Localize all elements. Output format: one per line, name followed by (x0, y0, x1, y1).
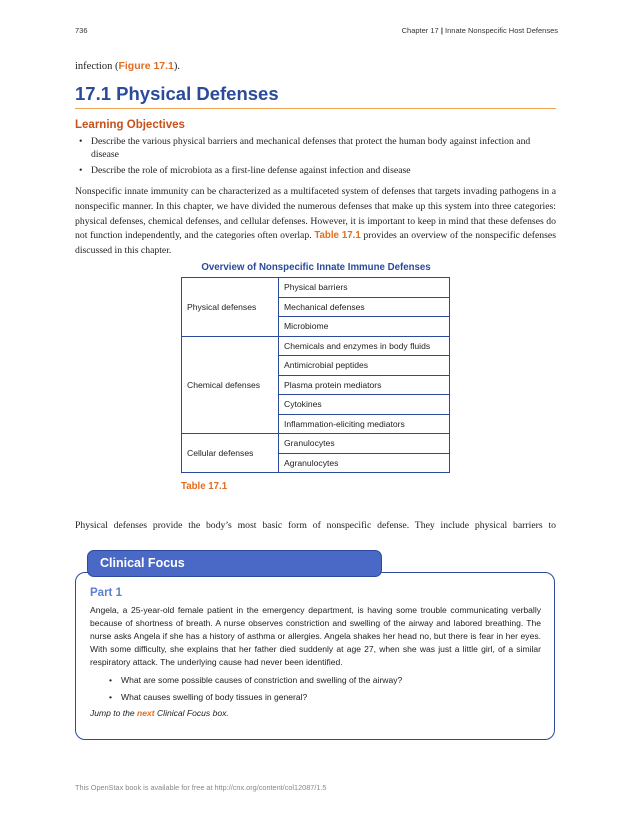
table-label: Table 17.1 (181, 481, 228, 492)
table-cell: Agranulocytes (279, 453, 450, 473)
list-item: • Describe the various physical barriers and mechanical defenses that protect the human body against infection and disease (75, 136, 556, 161)
clinical-focus-text: Angela, a 25-year-old female patient in the emergency department, is having some trouble communicating verbally because of shortness of breath. A nurse observes constriction and swelling of the airway and labored breathing. The nurse asks Angela if she has a history of asthma or allergies. Angela shakes her head no, but there is fear in her eyes. With some difficulty, she explains that her father died suddenly at age 27, when she was just a little girl, of a similar respiratory attack. The underlying cause had never been identified. (90, 605, 541, 667)
table-cell: Mechanical defenses (279, 297, 450, 317)
table-row (182, 434, 450, 454)
body-paragraph-2: Physical defenses provide the body’s most basic form of nonspecific defense. They include physical barriers to (75, 520, 556, 531)
table-category-cell: Chemical defenses (182, 336, 279, 434)
section-title: 17.1 Physical Defenses (75, 83, 556, 109)
page-number: 736 (75, 26, 88, 35)
chapter-label: Chapter 17 (401, 26, 439, 35)
footer-text: This OpenStax book is available for free at http://cnx.org/content/col12087/1.5 (75, 783, 327, 792)
table-cell: Microbiome (279, 317, 450, 337)
clinical-focus-questions (90, 674, 541, 708)
clinical-focus-tab: Clinical Focus (87, 550, 382, 577)
table-cell: Antimicrobial peptides (279, 356, 450, 376)
list-item: • Describe the role of microbiota as a first-line defense against infection and disease (75, 165, 556, 178)
table-cell: Physical barriers (279, 278, 450, 298)
clinical-focus-jump (90, 708, 229, 718)
table-cell: Cytokines (279, 395, 450, 415)
table-cell: Granulocytes (279, 434, 450, 454)
table-cell: Plasma protein mediators (279, 375, 450, 395)
jump-text-end: Clinical Focus box. (154, 708, 229, 718)
intro-text-end: ). (173, 61, 181, 72)
body-paragraph (75, 185, 556, 259)
table-row (182, 336, 450, 356)
defenses-table (181, 277, 450, 473)
learning-objectives-list (75, 136, 556, 181)
table-row (182, 278, 450, 298)
intro-text: infection ( (75, 61, 119, 72)
table-category-cell: Physical defenses (182, 278, 279, 337)
paragraph-text: Nonspecific innate immunity can be characterized as a multifaceted system of defenses that targets invading pathogens in a nonspecific manner. In this chapter, we have divided the numerous defenses that make up this system into three categories: physical defenses, chemical defenses, and cellular defenses. However, it is important to keep in mind that these defenses do not function independently, and the categories often overlap. (75, 186, 556, 242)
clinical-focus-part: Part 1 (90, 587, 122, 599)
paragraph-text-end: provides an overview of the nonspecific defenses discussed in this chapter. (75, 230, 556, 257)
table-link[interactable]: Table 17.1 (314, 230, 361, 242)
header-separator: | (440, 26, 443, 35)
table-category-cell: Cellular defenses (182, 434, 279, 473)
table-cell: Chemicals and enzymes in body fluids (279, 336, 450, 356)
chapter-title: Innate Nonspecific Host Defenses (445, 26, 558, 35)
running-header (402, 26, 558, 35)
table-cell: Inflammation-eliciting mediators (279, 414, 450, 434)
next-link[interactable]: next (137, 708, 155, 718)
list-item: • What are some possible causes of constriction and swelling of the airway? (90, 674, 541, 687)
list-item: • What causes swelling of body tissues in general? (90, 691, 541, 704)
jump-text: Jump to the (90, 708, 138, 718)
intro-line (75, 60, 180, 72)
table-title: Overview of Nonspecific Innate Immune Defenses (201, 262, 431, 273)
learning-objectives-title: Learning Objectives (75, 119, 185, 131)
figure-link[interactable]: Figure 17.1 (118, 60, 174, 72)
